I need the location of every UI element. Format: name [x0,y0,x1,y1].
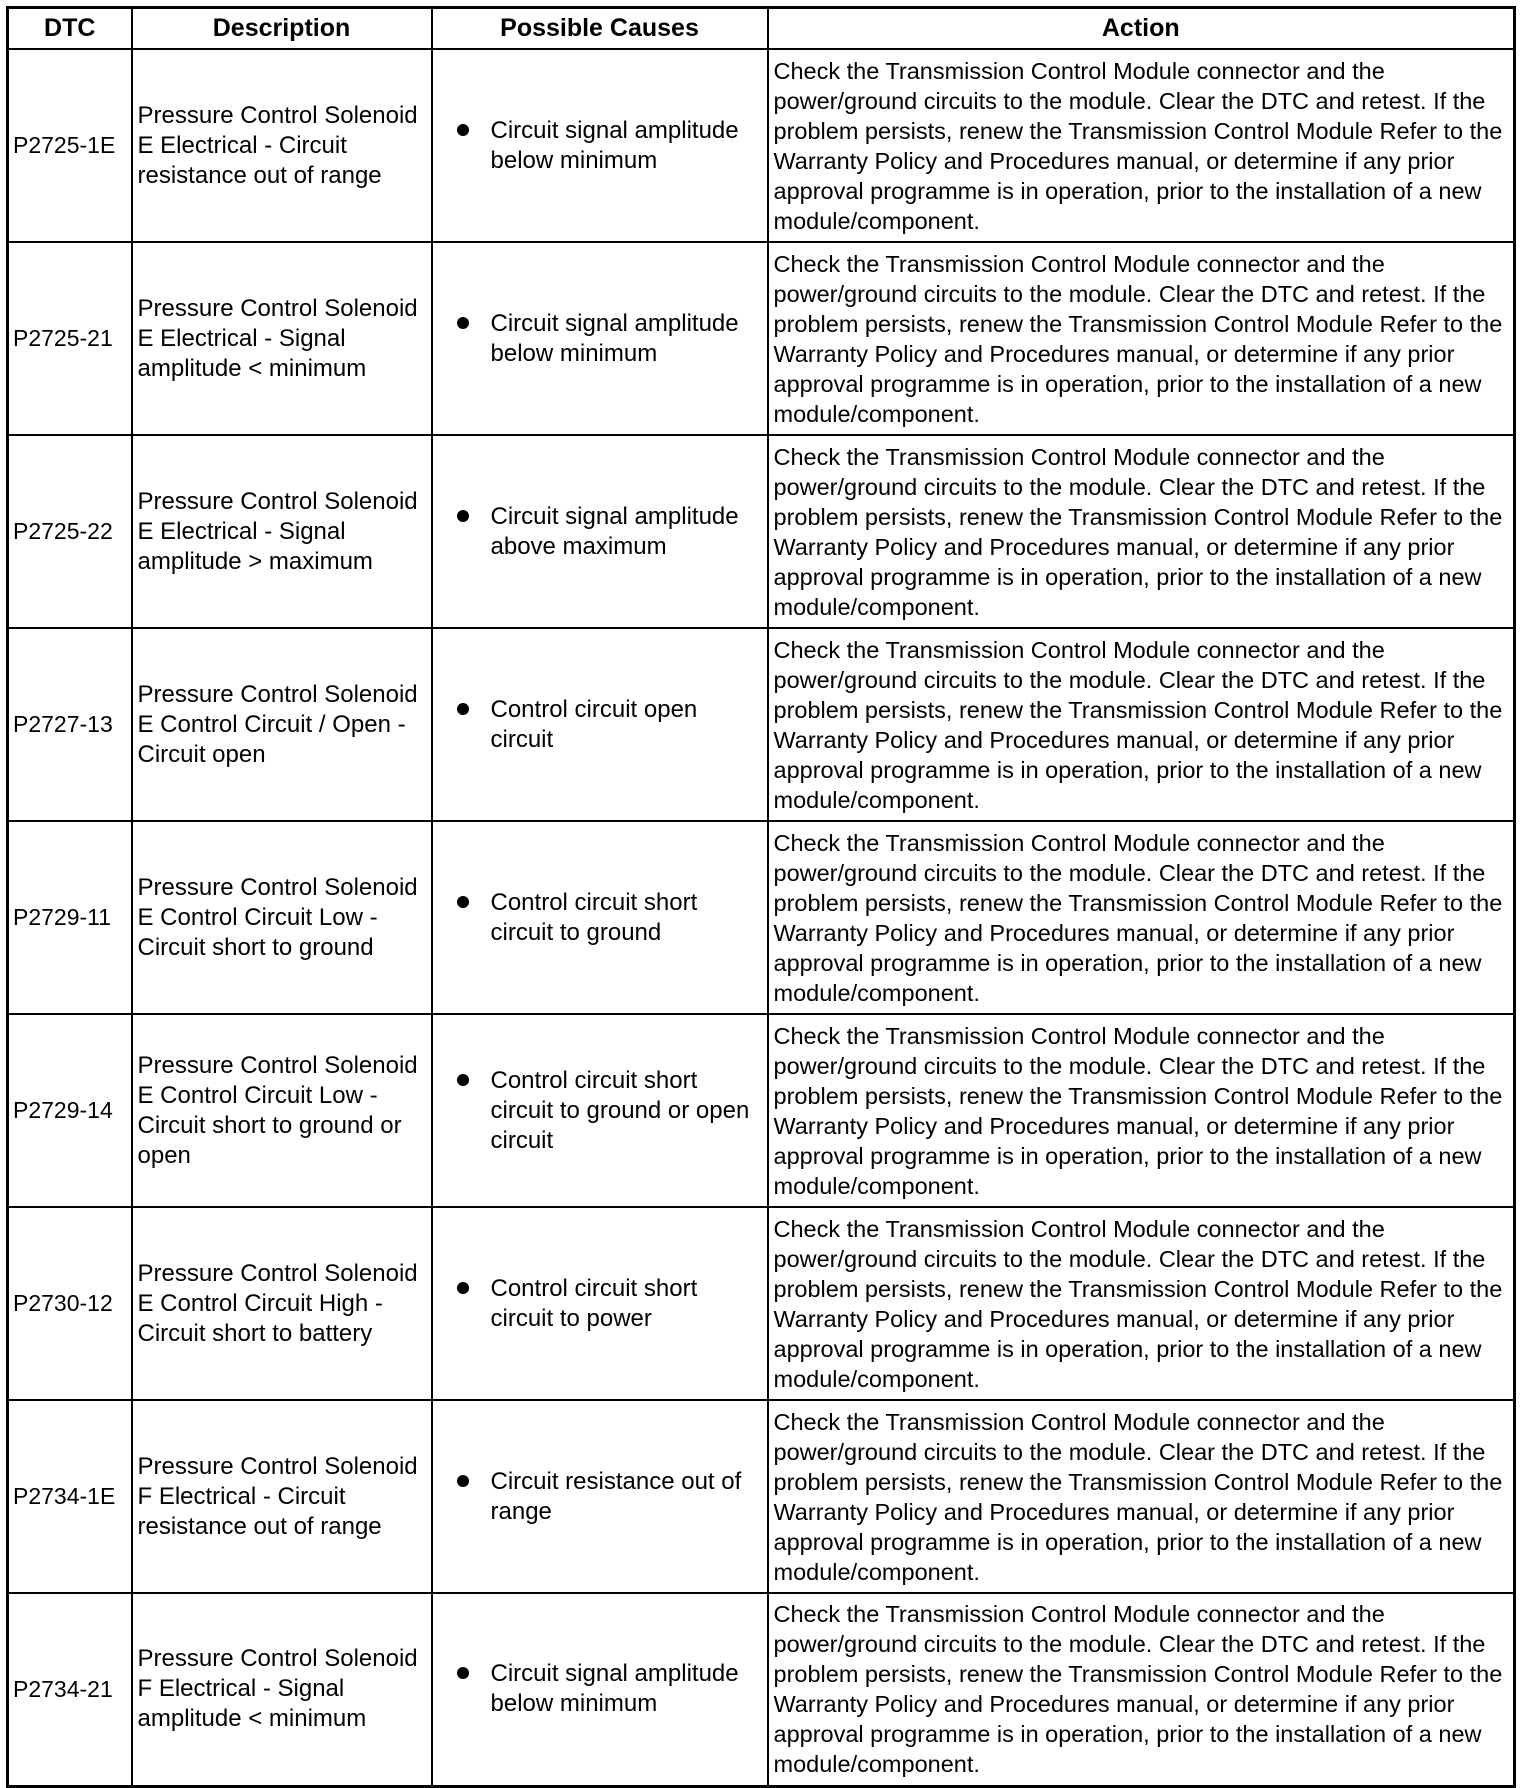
action: Check the Transmission Control Module connector and the power/ground circuits to the module. Clear the DTC and retest. If the problem persists, renew the Transmission Control Module Refer to the Warranty Policy and Procedures manual, or determine if any prior approval programme is in operation, prior to the installation of a new module/component. [768,49,1515,242]
table-body [8,49,1515,1786]
dtc-code: P2729-11 [8,821,132,1014]
table-row [8,49,1515,242]
dtc-code: P2730-12 [8,1207,132,1400]
bullet-icon [457,1074,469,1086]
table-row [8,1400,1515,1593]
dtc-code: P2725-21 [8,242,132,435]
cause-text: Circuit signal amplitude below minimum [490,116,739,174]
action: Check the Transmission Control Module connector and the power/ground circuits to the module. Clear the DTC and retest. If the problem persists, renew the Transmission Control Module Refer to the Warranty Policy and Procedures manual, or determine if any prior approval programme is in operation, prior to the installation of a new module/component. [768,821,1515,1014]
possible-cause [432,628,768,821]
cause-text: Control circuit short circuit to ground or open circuit [490,1066,750,1154]
header-description: Description [132,8,432,50]
dtc-code: P2734-1E [8,1400,132,1593]
action: Check the Transmission Control Module connector and the power/ground circuits to the module. Clear the DTC and retest. If the problem persists, renew the Transmission Control Module Refer to the Warranty Policy and Procedures manual, or determine if any prior approval programme is in operation, prior to the installation of a new module/component. [768,1207,1515,1400]
table-row [8,821,1515,1014]
table-header [8,8,1515,50]
table-row [8,435,1515,628]
bullet-icon [457,124,469,136]
table-row [8,1207,1515,1400]
cause-list-item [433,309,763,369]
action: Check the Transmission Control Module connector and the power/ground circuits to the module. Clear the DTC and retest. If the problem persists, renew the Transmission Control Module Refer to the Warranty Policy and Procedures manual, or determine if any prior approval programme is in operation, prior to the installation of a new module/component. [768,242,1515,435]
cause-text: Control circuit open circuit [490,695,698,753]
cause-list-item [433,1274,763,1334]
bullet-icon [457,1475,469,1487]
cause-text: Circuit signal amplitude below minimum [490,1660,739,1718]
cause-list-item [433,888,763,948]
cause-text: Control circuit short circuit to power [490,1274,698,1332]
header-action: Action [768,8,1515,50]
description: Pressure Control Solenoid E Control Circuit / Open - Circuit open [132,628,432,821]
dtc-code: P2727-13 [8,628,132,821]
table-row [8,628,1515,821]
cause-list-item [433,116,763,176]
action: Check the Transmission Control Module connector and the power/ground circuits to the module. Clear the DTC and retest. If the problem persists, renew the Transmission Control Module Refer to the Warranty Policy and Procedures manual, or determine if any prior approval programme is in operation, prior to the installation of a new module/component. [768,435,1515,628]
action: Check the Transmission Control Module connector and the power/ground circuits to the module. Clear the DTC and retest. If the problem persists, renew the Transmission Control Module Refer to the Warranty Policy and Procedures manual, or determine if any prior approval programme is in operation, prior to the installation of a new module/component. [768,1400,1515,1593]
table-row [8,1014,1515,1207]
bullet-icon [457,510,469,522]
bullet-icon [457,703,469,715]
header-possible-causes: Possible Causes [432,8,768,50]
table-row [8,1593,1515,1786]
possible-cause [432,821,768,1014]
possible-cause [432,1593,768,1786]
possible-cause [432,242,768,435]
header-row [8,8,1515,50]
description: Pressure Control Solenoid E Electrical - Signal amplitude < minimum [132,242,432,435]
action: Check the Transmission Control Module connector and the power/ground circuits to the module. Clear the DTC and retest. If the problem persists, renew the Transmission Control Module Refer to the Warranty Policy and Procedures manual, or determine if any prior approval programme is in operation, prior to the installation of a new module/component. [768,1593,1515,1786]
bullet-icon [457,896,469,908]
dtc-code: P2734-21 [8,1593,132,1786]
description: Pressure Control Solenoid F Electrical - Circuit resistance out of range [132,1400,432,1593]
bullet-icon [457,317,469,329]
cause-text: Control circuit short circuit to ground [490,888,698,946]
possible-cause [432,435,768,628]
action: Check the Transmission Control Module connector and the power/ground circuits to the module. Clear the DTC and retest. If the problem persists, renew the Transmission Control Module Refer to the Warranty Policy and Procedures manual, or determine if any prior approval programme is in operation, prior to the installation of a new module/component. [768,628,1515,821]
possible-cause [432,49,768,242]
description: Pressure Control Solenoid E Control Circuit Low - Circuit short to ground or open [132,1014,432,1207]
action: Check the Transmission Control Module connector and the power/ground circuits to the module. Clear the DTC and retest. If the problem persists, renew the Transmission Control Module Refer to the Warranty Policy and Procedures manual, or determine if any prior approval programme is in operation, prior to the installation of a new module/component. [768,1014,1515,1207]
cause-text: Circuit signal amplitude above maximum [490,502,739,560]
description: Pressure Control Solenoid E Control Circuit Low - Circuit short to ground [132,821,432,1014]
dtc-code: P2729-14 [8,1014,132,1207]
table-row [8,242,1515,435]
cause-list-item [433,502,763,562]
dtc-code: P2725-1E [8,49,132,242]
possible-cause [432,1014,768,1207]
description: Pressure Control Solenoid E Electrical - Signal amplitude > maximum [132,435,432,628]
cause-text: Circuit signal amplitude below minimum [490,309,739,367]
bullet-icon [457,1282,469,1294]
possible-cause [432,1207,768,1400]
description: Pressure Control Solenoid E Control Circuit High - Circuit short to battery [132,1207,432,1400]
header-dtc: DTC [8,8,132,50]
bullet-icon [457,1667,469,1679]
cause-list-item [433,1467,763,1527]
dtc-table [6,6,1516,1788]
cause-list-item [433,1066,763,1156]
description: Pressure Control Solenoid F Electrical - Signal amplitude < minimum [132,1593,432,1786]
dtc-code: P2725-22 [8,435,132,628]
cause-text: Circuit resistance out of range [490,1467,742,1525]
description: Pressure Control Solenoid E Electrical - Circuit resistance out of range [132,49,432,242]
possible-cause [432,1400,768,1593]
cause-list-item [433,1659,763,1719]
cause-list-item [433,695,763,755]
